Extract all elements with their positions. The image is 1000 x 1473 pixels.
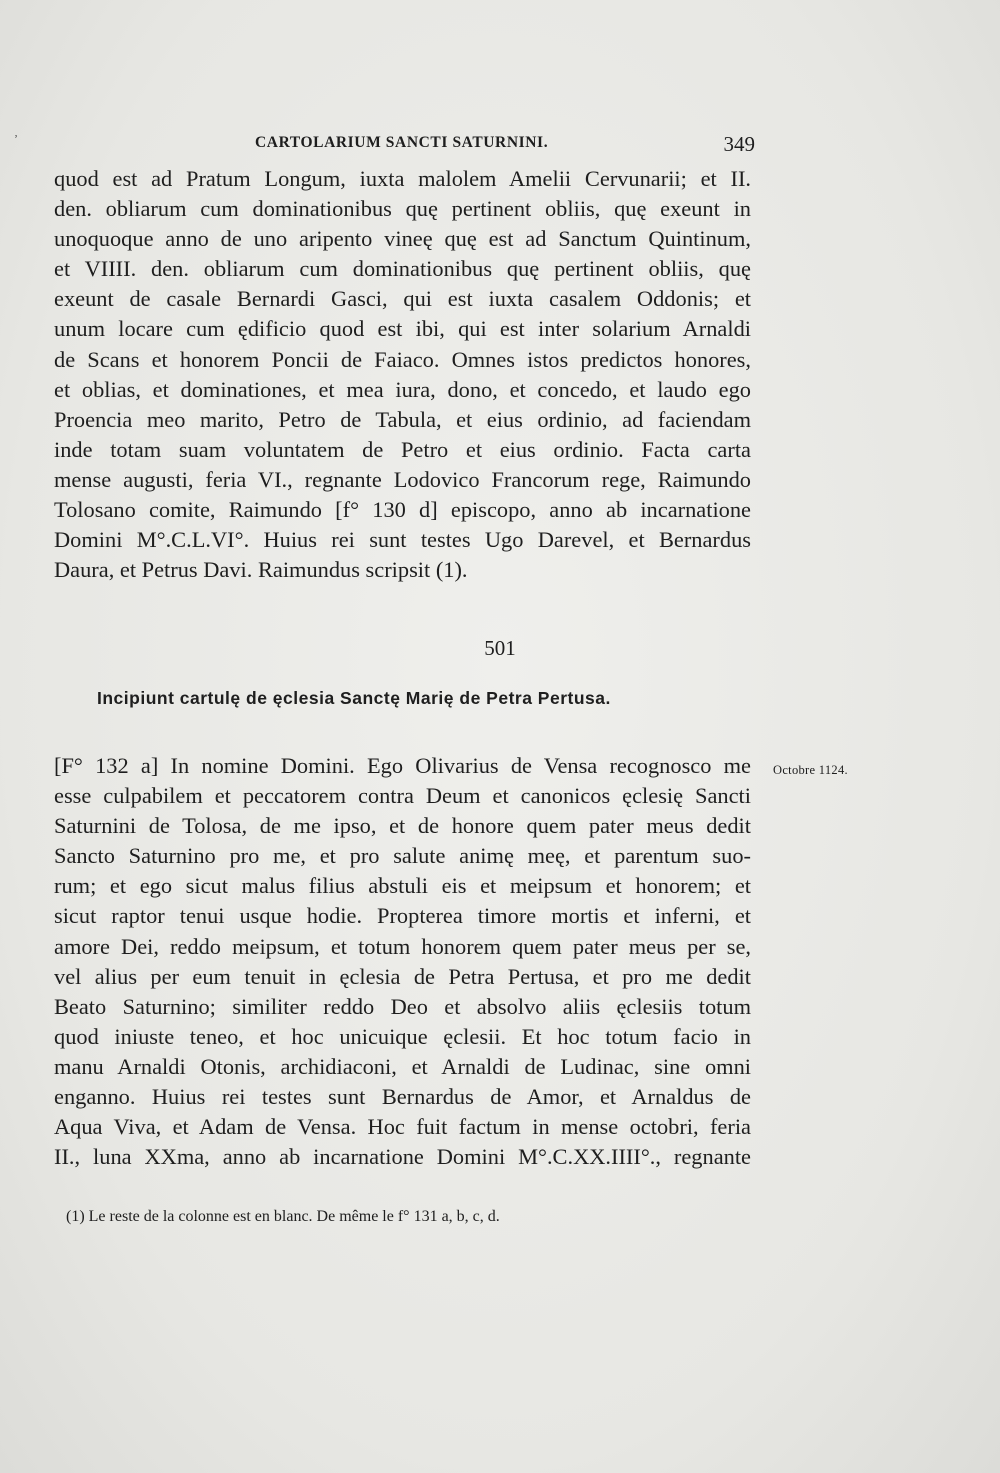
text-line: Aqua Viva, et Adam de Vensa. Hoc fuit factum in mense octobri, feria	[54, 1114, 751, 1140]
text-line: quod est ad Pratum Longum, iuxta malolem Amelii Cervunarii; et II.	[54, 166, 751, 191]
text-line: Beato Saturnino; similiter reddo Deo et absolvo aliis ęclesiis totum	[54, 993, 751, 1019]
text-line: vel alius per eum tenuit in ęclesia de Petra Pertusa, et pro me dedit	[54, 963, 751, 989]
text-line: den. obliarum cum dominationibus quę pertinent obliis, quę exeunt in	[54, 196, 751, 222]
margin-date-note: Octobre 1124.	[773, 763, 848, 777]
page-number: 349	[723, 132, 755, 156]
text-line: Tolosano comite, Raimundo [f° 130 d] episcopo, anno ab incarnatione	[54, 497, 751, 523]
text-line: Proencia meo marito, Petro de Tabula, et eius ordinio, ad faciendam	[54, 406, 751, 432]
text-line: Daura, et Petrus Davi. Raimundus scripsit (1).	[54, 557, 468, 583]
page-header	[255, 132, 755, 156]
running-title: CARTOLARIUM SANCTI SATURNINI.	[255, 134, 549, 151]
charter-number: 501	[484, 636, 516, 660]
text-line: Sancto Saturnino pro me, et pro salute animę meę, et parentum suo-	[54, 843, 751, 869]
text-line: manu Arnaldi Otonis, archidiaconi, et Arnaldi de Ludinac, sine omni	[54, 1053, 751, 1079]
text-line: exeunt de casale Bernardi Gasci, qui est iuxta casalem Oddonis; et	[54, 286, 751, 312]
text-line: rum; et ego sicut malus filius abstuli eis et meipsum et honorem; et	[54, 873, 751, 899]
section-heading: Incipiunt cartulę de ęclesia Sanctę Marię de Petra Pertusa.	[97, 688, 611, 708]
text-line: mense augusti, feria VI., regnante Lodovico Francorum rege, Raimundo	[54, 466, 751, 492]
text-line: unoquoque anno de uno aripento vineę quę est ad Sanctum Quintinum,	[54, 226, 751, 252]
text-line: et VIIII. den. obliarum cum dominationibus quę pertinent obliis, quę	[54, 256, 751, 282]
text-line: sicut raptor tenui usque hodie. Propterea timore mortis et inferni, et	[54, 903, 751, 929]
footnote: (1) Le reste de la colonne est en blanc. De même le f° 131 a, b, c, d.	[66, 1208, 500, 1225]
text-line: unum locare cum ędificio quod est ibi, qui est inter solarium Arnaldi	[54, 316, 751, 342]
text-line: II., luna XXma, anno ab incarnatione Domini M°.C.XX.IIII°., regnante	[54, 1144, 751, 1170]
text-line: Domini M°.C.L.VI°. Huius rei sunt testes Ugo Darevel, et Bernardus	[54, 527, 751, 553]
scan-mark: ʼ	[14, 132, 18, 146]
text-line: Saturnini de Tolosa, de me ipso, et de honore quem pater meus dedit	[54, 813, 751, 839]
text-line: enganno. Huius rei testes sunt Bernardus de Amor, et Arnaldus de	[54, 1084, 751, 1110]
text-line: amore Dei, reddo meipsum, et totum honorem quem pater meus per se,	[54, 933, 751, 959]
text-line: de Scans et honorem Poncii de Faiaco. Omnes istos predictos honores,	[54, 346, 751, 372]
continuation-paragraph	[54, 164, 751, 585]
text-line: et oblias, et dominationes, et mea iura, dono, et concedo, et laudo ego	[54, 376, 751, 402]
text-line: [F° 132 a] In nomine Domini. Ego Olivarius de Vensa recognosco me	[54, 753, 751, 778]
text-line: inde totam suam voluntatem de Petro et eius ordinio. Facta carta	[54, 436, 751, 462]
text-line: esse culpabilem et peccatorem contra Deum et canonicos ęclesię Sancti	[54, 783, 751, 809]
text-line: quod iniuste teneo, et hoc unicuique ęclesii. Et hoc totum facio in	[54, 1023, 751, 1049]
charter-paragraph	[54, 751, 751, 1172]
